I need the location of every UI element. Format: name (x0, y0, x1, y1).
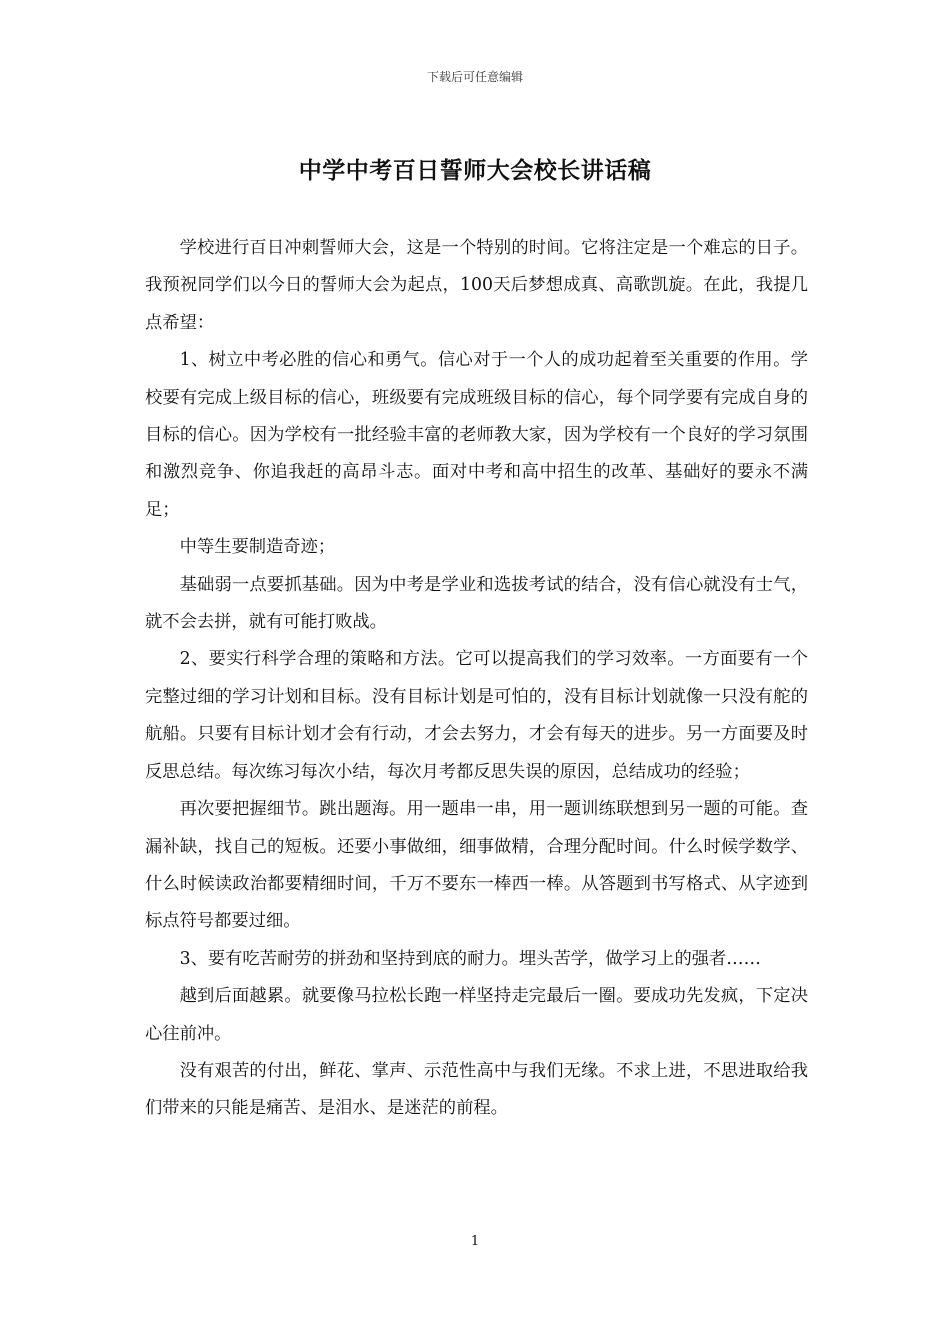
paragraph-point-2: 2、要实行科学合理的策略和方法。它可以提高我们的学习效率。一方面要有一个完整过细的学习计划和目标。没有目标计划是可怕的，没有目标计划就像一只没有舵的航船。只要有目标计划才会有行动，才会去努力，才会有每天的进步。另一方面要及时反思总结。每次练习每次小结，每次月考都反思失误的原因，总结成功的经验； (145, 649, 808, 782)
body-text (145, 230, 808, 1128)
paragraph-details: 再次要把握细节。跳出题海。用一题串一串，用一题训练联想到另一题的可能。查漏补缺，找自己的短板。还要小事做细，细事做精，合理分配时间。什么时候学数学、什么时候读政治都要精细时间，千万不要东一棒西一棒。从答题到书写格式、从字迹到标点符号都要过细。 (145, 799, 808, 932)
paragraph-weak-students: 基础弱一点要抓基础。因为中考是学业和选拔考试的结合，没有信心就没有士气，就不会去拼，就有可能打败战。 (145, 574, 808, 633)
paragraph-conclusion: 没有艰苦的付出，鲜花、掌声、示范性高中与我们无缘。不求上进，不思进取给我们带来的只能是痛苦、是泪水、是迷茫的前程。 (145, 1060, 808, 1119)
paragraph-point-3: 3、要有吃苦耐劳的拼劲和坚持到底的耐力。埋头苦学，做学习上的强者…… (179, 948, 761, 969)
paragraph-point-1: 1、树立中考必胜的信心和勇气。信心对于一个人的成功起着至关重要的作用。学校要有完成上级目标的信心，班级要有完成班级目标的信心，每个同学要有完成自身的目标的信心。因为学校有一批经验丰富的老师教大家，因为学校有一个良好的学习氛围和激烈竞争、你追我赶的高昂斗志。面对中考和高中招生的改革、基础好的要永不满足； (145, 350, 808, 520)
page-title: 中学中考百日誓师大会校长讲话稿 (298, 157, 652, 184)
page-number: 1 (470, 1234, 480, 1249)
paragraph-intro: 学校进行百日冲刺誓师大会，这是一个特别的时间。它将注定是一个难忘的日子。我预祝同学们以今日的誓师大会为起点，100天后梦想成真、高歌凯旋。在此，我提几点希望： (145, 238, 808, 333)
paragraph-middle-students: 中等生要制造奇迹； (179, 537, 336, 558)
paragraph-marathon: 越到后面越累。就要像马拉松长跑一样坚持走完最后一圈。要成功先发疯，下定决心往前冲。 (145, 986, 808, 1044)
header-note: 下载后可任意编辑 (426, 70, 523, 84)
